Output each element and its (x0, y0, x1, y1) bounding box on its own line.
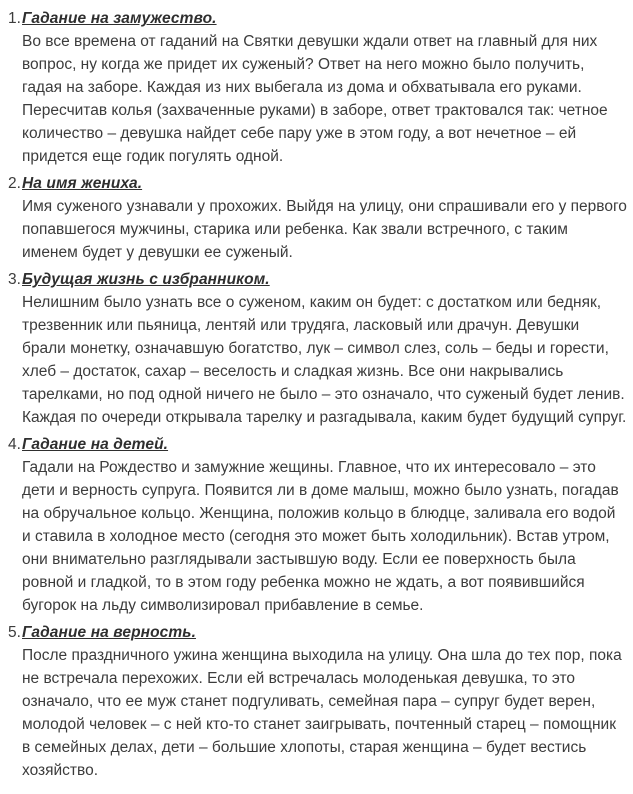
list-item (8, 268, 627, 429)
item-paragraph: Имя суженого узнавали у прохожих. Выйдя на улицу, они спрашивали его у первого попавшегося мужчины, старика или ребенка. Как звали встречного, с таким именем будет у девушки ее суженый. (22, 198, 627, 261)
list-item (8, 172, 627, 264)
item-content (22, 7, 627, 168)
item-heading: Гадание на детей. (22, 436, 169, 453)
list-item (8, 433, 627, 617)
fortune-telling-list (8, 7, 627, 782)
item-heading: Гадание на замужество. (22, 10, 217, 27)
item-content (22, 433, 627, 617)
list-item (8, 621, 627, 782)
item-paragraph: После праздничного ужина женщина выходила на улицу. Она шла до тех пор, пока не встречала перехожих. Если ей встречалась молоденькая девушка, то это означало, что ее муж станет подгуливать, семейная пара – супруг будет верен, молодой человек – с ней кто-то станет заигрывать, почтенный старец – помощник в семейных делах, дети – большие хлопоты, старая женщина – будет вестись хозяйство. (22, 647, 622, 779)
item-number: 1. (8, 10, 21, 27)
item-content (22, 621, 627, 782)
item-number: 4. (8, 436, 21, 453)
item-content (22, 268, 627, 429)
item-paragraph: Гадали на Рождество и замужние жещины. Главное, что их интересовало – это дети и верность супруга. Появится ли в доме малыш, можно было узнать, погадав на обручальное кольцо. Женщина, положив кольцо в блюдце, заливала его водой и ставила в холодное место (сегодня это может быть холодильник). Встав утром, они внимательно разглядывали застывшую воду. Если ее поверхность была ровной и гладкой, то в этом году ребенка можно не ждать, а вот появившийся бугорок на льду символизировал прибавление в семье. (22, 459, 619, 614)
item-content (22, 172, 627, 264)
item-number: 3. (8, 271, 21, 288)
item-number: 2. (8, 175, 21, 192)
item-heading: Будущая жизнь с избранником. (22, 271, 270, 288)
item-paragraph: Нелишним было узнать все о суженом, каким он будет: с достатком или бедняк, трезвенник или пьяница, лентяй или трудяга, ласковый или драчун. Девушки брали монетку, означавшую богатство, лук – символ слез, соль – беды и горести, хлеб – достаток, сахар – веселость и сладкая жизнь. Все они накрывались тарелками, но под одной ничего не было – это означало, что суженый будет ленив. Каждая по очереди открывала тарелку и разгадывала, каким будет будущий супруг. (22, 294, 627, 426)
item-heading: Гадание на верность. (22, 624, 196, 641)
item-number: 5. (8, 624, 21, 641)
item-heading: На имя жениха. (22, 175, 143, 192)
list-item (8, 7, 627, 168)
item-paragraph: Во все времена от гаданий на Святки девушки ждали ответ на главный для них вопрос, ну когда же придет их суженый? Ответ на него можно было получить, гадая на заборе. Каждая из них выбегала из дома и обхватывала его руками. Пересчитав колья (захваченные руками) в заборе, ответ трактовался так: четное количество – девушка найдет себе пару уже в этом году, а вот нечетное – ей придется еще годик погулять одной. (22, 33, 608, 165)
